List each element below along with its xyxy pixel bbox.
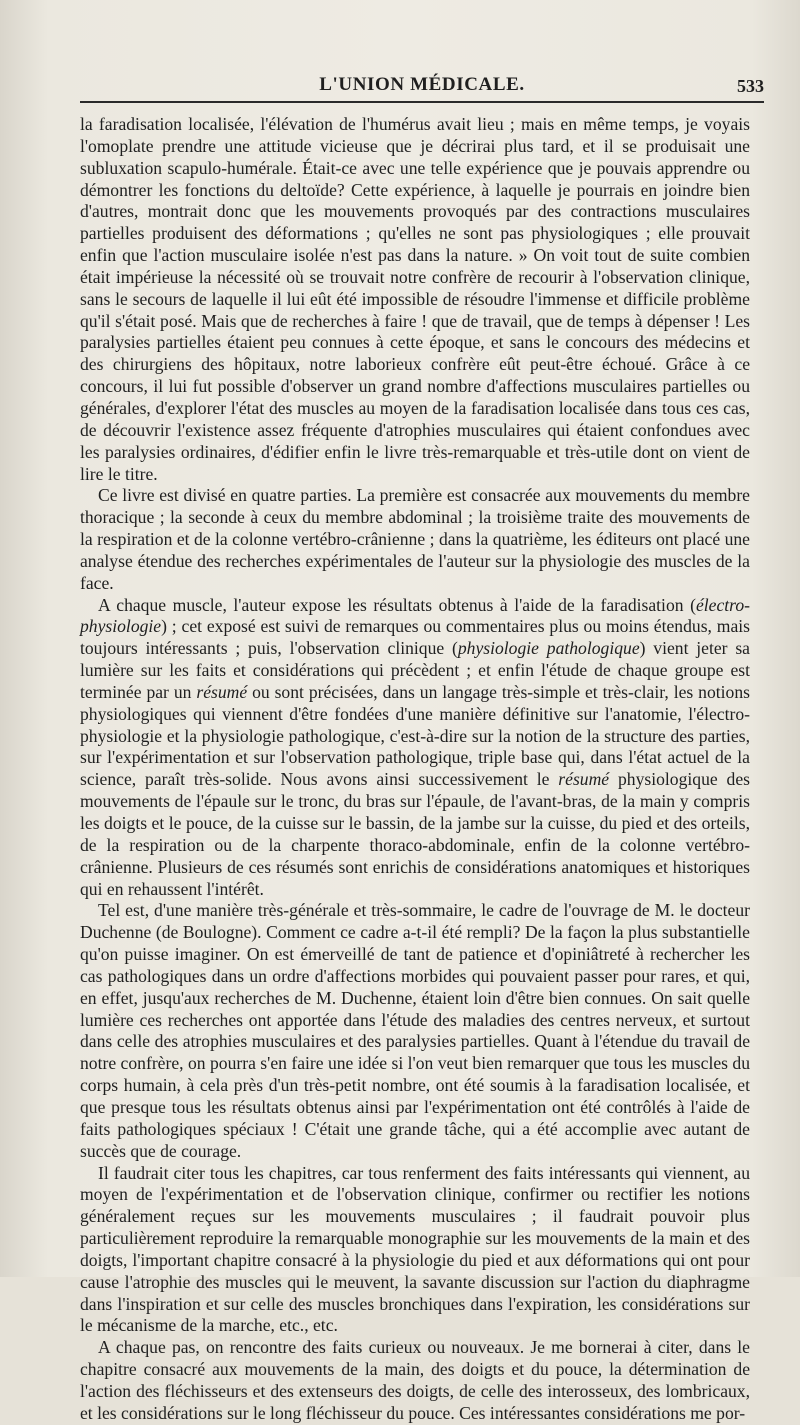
paragraph [80,1337,750,1424]
text-run: A chaque muscle, l'auteur expose les résultats obtenus à l'aide de la faradisation ( [98,594,696,615]
text-run: A chaque pas, on rencontre des faits curieux ou nouveaux. Je me bornerai à citer, dans le chapitre consacré aux mouvements de la main, des doigts et du pouce, la détermination de l'action des fléchisseurs et des extenseurs des doigts, de celle des interosseux, des lombricaux, et les considérations sur le long fléchisseur du pouce. Ces intéressantes considérations me por- [80,1337,750,1423]
text-run: Ce livre est divisé en quatre parties. La première est consacrée aux mouvements du membre thoracique ; la seconde à ceux du membre abdominal ; la troisième traite des mouvements de la respiration et de la colonne vertébro-crânienne ; dans la quatrième, les éditeurs ont placé une analyse étendue des recherches expérimentales de l'auteur sur la physiologie des muscles de la face. [80,485,750,593]
text-run: la faradisation localisée, l'élévation de l'humérus avait lieu ; mais en même temps, je voyais l'omoplate prendre une attitude vicieuse que je décrirai plus tard, et il se produisait une subluxation scapulo-humérale. Était-ce avec une telle expérience que je pouvais apprendre ou démontrer les fonctions du deltoïde? Cette expérience, à laquelle je pourrais en joindre bien d'autres, montrait donc que les mouvements provoqués par des contractions musculaires partielles produisent des déformations ; qu'elles ne sont pas physiologiques ; elle prouvait enfin que l'action musculaire isolée n'est pas dans la nature. » On voit tout de suite combien était impérieuse la nécessité où se trouvait notre confrère de recourir à l'observation clinique, sans le secours de laquelle il lui eût été impossible de résoudre l'immense et difficile problème qu'il s'était posé. Mais que de recherches à faire ! que de travail, que de temps à dépenser ! Les paralysies partielles étaient peu connues à cette époque, et sans le concours des médecins et des chirurgiens des hôpitaux, notre laborieux confrère eût peut-être échoué. Grâce à ce concours, il lui fut possible d'observer un grand nombre d'affections musculaires partielles ou générales, d'explorer l'état des muscles au moyen de la faradisation localisée dans tous ces cas, de découvrir l'existence assez fréquente d'atrophies musculaires qui étaient confondues avec les paralysies ordinaires, d'édifier enfin le livre très-remarquable et très-utile dont on vient de lire le titre. [80,114,750,484]
italic-run: résumé [196,681,248,702]
text-run: Tel est, d'une manière très-générale et très-sommaire, le cadre de l'ouvrage de M. le docteur Duchenne (de Boulogne). Comment ce cadre a-t-il été rempli? De la façon la plus substantielle qu'on puisse imaginer. On est émerveillé de tant de patience et d'opiniâtreté à rechercher les cas pathologiques dans un ordre d'affections morbides qui pouvaient passer pour rares, et qui, en effet, jusqu'aux recherches de M. Duchenne, étaient loin d'être bien connues. On sait quelle lumière ces recherches ont apportée dans l'étude des maladies des centres nerveux, et surtout dans celle des atrophies musculaires et des paralysies partielles. Quant à l'étendue du travail de notre confrère, on pourra s'en faire une idée si l'on veut bien remarquer que tous les muscles du corps humain, à cela près d'un très-petit nombre, ont été soumis à la faradisation localisée, et que presque tous les résultats obtenus ainsi par l'expérimentation ont été contrôlés à l'aide de faits pathologiques spéciaux ! C'était une grande tâche, qui a été accomplie avec autant de succès que de courage. [80,900,750,1161]
paragraph [80,900,750,1162]
text-run: physiologique des mouvements de l'épaule sur le tronc, du bras sur l'épaule, de l'avant-bras, de la main y compris les doigts et le pouce, de la cuisse sur le bassin, de la jambe sur la cuisse, du pied et des orteils, de la respiration ou de la charpente thoraco-abdominale, enfin de la colonne vertébro-crânienne. Plusieurs de ces résumés sont enrichis de considérations anatomiques et historiques qui en rehaussent l'intérêt. [80,769,750,899]
text-run: ) vient jeter sa lumière sur les faits et considérations qui précèdent ; et enfin l'étude de chaque groupe est terminée par un [80,638,750,702]
running-title: L'UNION MÉDICALE. [319,74,525,95]
italic-run: physiologie pathologique [457,638,640,659]
paragraph [80,485,750,594]
paragraph [80,1163,750,1338]
article-body [80,114,750,1425]
header-rule [80,101,764,103]
page-header [80,70,764,102]
paragraph [80,114,750,485]
page-number: 533 [737,76,764,96]
italic-run: électro-physiologie [80,594,750,637]
text-run: ou sont précisées, dans un langage très-simple et très-clair, les notions physiologiques qui viennent d'être fondées d'une manière définitive sur l'anatomie, l'électro-physiologie et la physiologie pathologique, c'est-à-dire sur la notion de la structure des parties, sur l'expérimentation et sur l'observation pathologique, triple base qui, dans l'état actuel de la science, paraît très-solide. Nous avons ainsi successivement le [80,681,750,790]
paragraph [80,595,750,901]
text-run: ) ; cet exposé est suivi de remarques ou commentaires plus ou moins étendus, mais toujours intéressants ; puis, l'observation clinique ( [80,616,750,659]
text-run: Il faudrait citer tous les chapitres, car tous renferment des faits intéressants qui viennent, au moyen de l'expérimentation et de l'observation clinique, confirmer ou rectifier les notions généralement reçues sur les mouvements musculaires ; il faudrait pouvoir plus particulièrement reproduire la remarquable monographie sur les mouvements de la main et des doigts, l'important chapitre consacré à la physiologie du pied et aux déformations qui ont pour cause l'atrophie des muscles qui le meuvent, la savante discussion sur l'action du diaphragme dans l'inspiration et sur celle des muscles bronchiques dans l'expiration, les considérations sur le mécanisme de la marche, etc., etc. [80,1162,750,1336]
italic-run: résumé [558,769,610,790]
